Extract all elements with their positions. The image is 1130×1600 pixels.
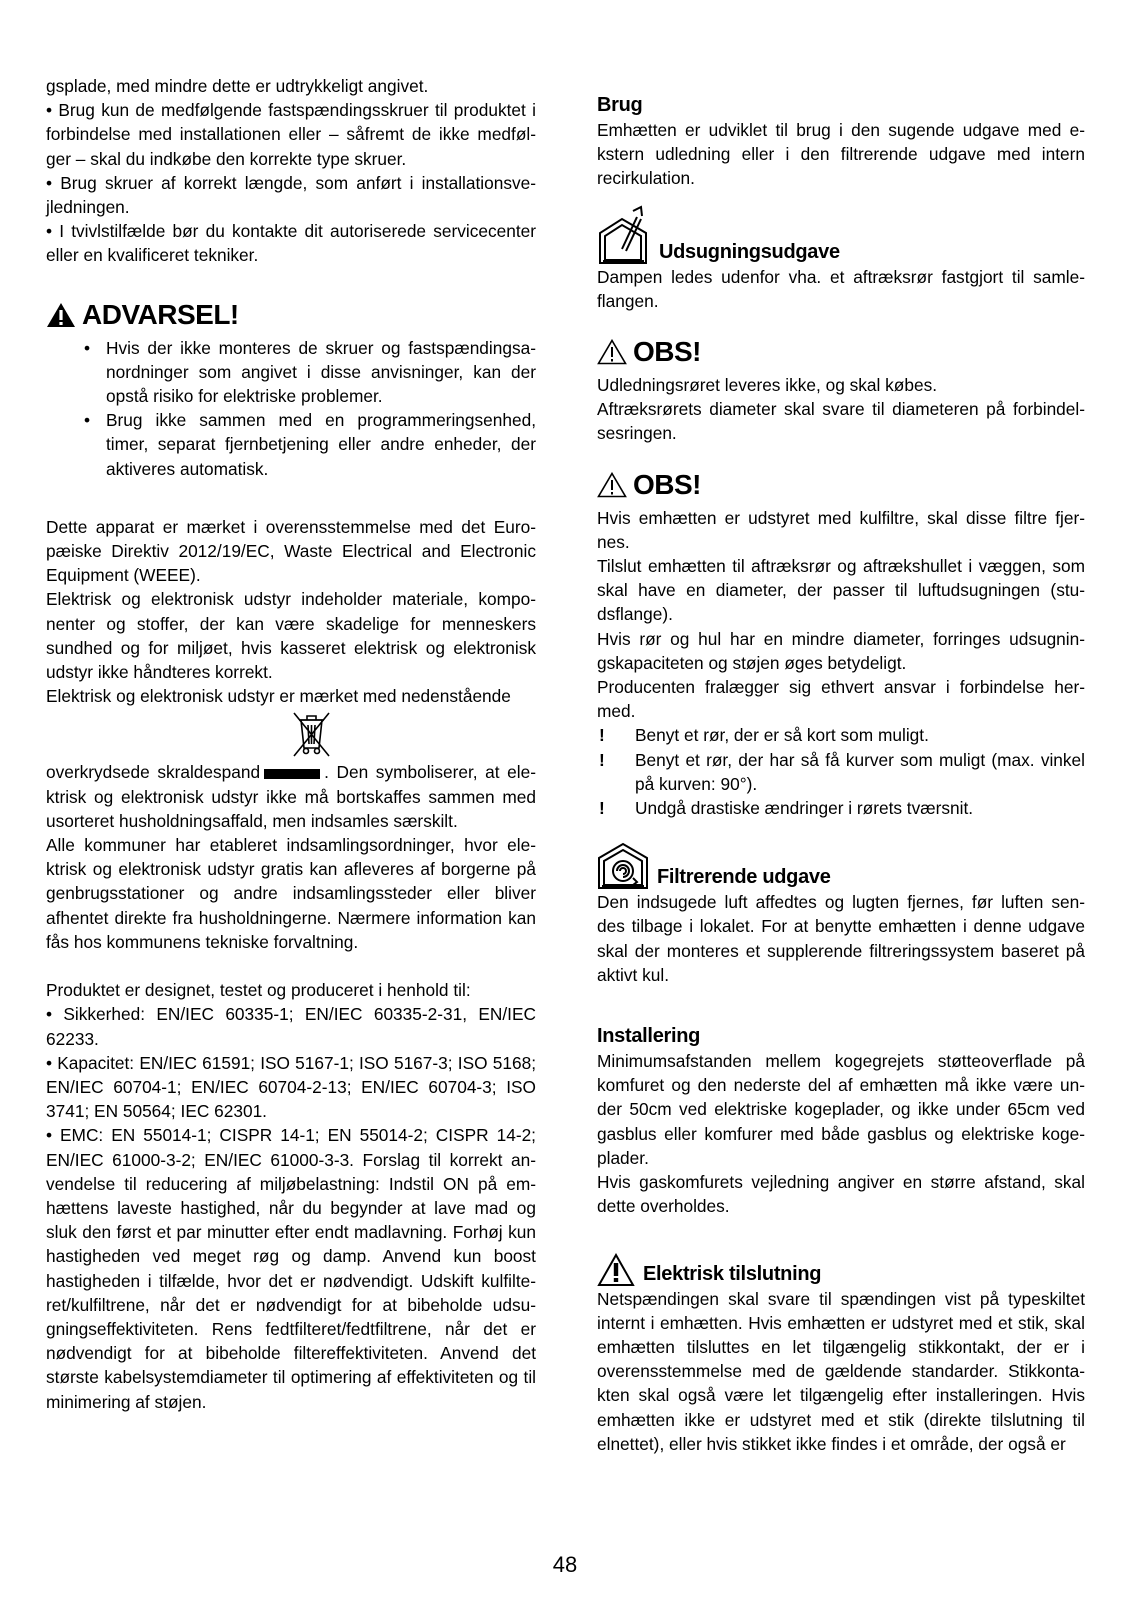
installering-text: Minimumsafstanden mellem kogegrejets støtteoverflade på komfuret og den nederste del af emhætten må ikke være un- der 50cm ved elektriske kogeplader, og ikke under 65cm ved gasblus eller komfurer med både gasblus og elektriske koge- plader. xyxy=(597,1051,1085,1168)
obs-text: Hvis emhætten er udstyret med kulfiltre, skal disse filtre fjer- nes. xyxy=(597,507,1085,552)
standards-paragraph: • EMC: EN 55014-1; CISPR 14-1; EN 55014-2; CISPR 14-2; EN/IEC 61000-3-2; EN/IEC 61000-3-3. Forslag til korrekt an- vendelse til reducering af miljøbelastning: Indstil ON på em- hættens laveste hastighed, når du begynder at lave mad og sluk den først et par minutter efter endt madlavning. Forhøj kun hastigheden ved meget røg og damp. Anvend kun boost hastigheden i tilfælde, hvor det er nødvendigt. Udskift kulfilte- ret/kulfiltrene, når det er nødvendigt for at bibeholde udsu- gningseffektiviteten. Rens fedtfilteret/fedtfiltrene, når det er nødvendigt for at bibeholde filtereffektiviteten. Anvend det største kabelsystemdiameter til optimering af effektiviteten og til minimering af støjen. xyxy=(46,1125,536,1412)
filtrerende-heading xyxy=(597,842,1085,890)
exclamation-triangle-icon xyxy=(597,1253,635,1287)
advarsel-title: ADVARSEL! xyxy=(82,298,239,330)
intro-paragraph: gsplade, med mindre dette er udtrykkeligt angivet. xyxy=(46,76,429,96)
weee-paragraph: Dette apparat er mærket i overensstemmelse med det Euro- pæiske Direktiv 2012/19/EC, Waste Electrical and Electronic Equipment (WEEE). xyxy=(46,516,536,586)
list-item: • Brug ikke sammen med en programmeringsenhed, timer, separat fjernbetjening eller andre enheder, der aktiveres automatisk. xyxy=(106,408,536,481)
intro-paragraph: • Brug skruer af korrekt længde, som anført i installationsve- jledningen. xyxy=(46,172,536,218)
obs-heading xyxy=(597,335,1085,369)
weee-paragraph: Elektrisk og elektronisk udstyr indeholder materiale, kompo- nenter og stoffer, der kan være skadelige for menneskers sundhed og for miljøet, hvis kasseret elektrisk og elektronisk udstyr ikke håndteres korrekt. xyxy=(46,589,536,683)
udsugning-title: Udsugningsudgave xyxy=(659,240,840,263)
udsugning-text: Dampen ledes udenfor vha. et aftræksrør fastgjort til samle- flangen. xyxy=(597,266,1085,311)
obs-text: Tilslut emhætten til aftræksrør og aftrækshullet i væggen, som skal have en diameter, der passer til luftudsugningen (stu- dsflange). xyxy=(597,556,1085,625)
warning-triangle-outline-icon xyxy=(597,339,627,365)
advarsel-list xyxy=(46,336,536,481)
advarsel-heading xyxy=(46,298,536,332)
elektrisk-title: Elektrisk tilslutning xyxy=(643,1262,822,1285)
tips-list xyxy=(597,723,1085,820)
intro-paragraph: • I tvivlstilfælde bør du kontakte dit autoriserede servicecenter eller en kvalificeret tekniker. xyxy=(46,221,536,266)
obs-text: Producenten fralægger sig ethvert ansvar i forbindelse her- med. xyxy=(597,677,1085,722)
obs-text: Udledningsrøret leveres ikke, og skal købes. xyxy=(597,375,938,396)
standards-paragraph: • Kapacitet: EN/IEC 61591; ISO 5167-1; ISO 5167-3; ISO 5168; EN/IEC 60704-1; EN/IEC 60704-2-13; EN/IEC 60704-3; ISO 3741; EN 50564; IEC 62301. xyxy=(46,1052,536,1122)
page-number: 48 xyxy=(552,1552,578,1577)
house-duct-outlet-icon xyxy=(597,205,651,265)
crossed-out-bin-icon xyxy=(289,708,333,758)
intro-paragraph: • Brug kun de medfølgende fastspændingsskruer til produktet i forbindelse med installationen eller – såfremt de ikke medføl- ger – skal du indkøbe den korrekte type skruer. xyxy=(46,100,536,169)
brug-text: Emhætten er udviklet til brug i den sugende udgave med e- kstern udledning eller i den filtrerende udgave med intern recirkulation. xyxy=(597,120,1085,189)
installering-heading: Installering xyxy=(597,1025,701,1048)
list-item: ! Benyt et rør, der har så få kurver som muligt (max. vinkel på kurven: 90°). xyxy=(635,748,1085,796)
obs-heading xyxy=(597,468,1085,502)
list-item: • Hvis der ikke monteres de skruer og fastspændingsa- nordninger som angivet i disse anvisninger, kan der opstå risiko for elektriske problemer. xyxy=(106,336,536,409)
weee-paragraph: Elektrisk og elektronisk udstyr er mærket med nedenstående xyxy=(46,686,511,707)
standards-paragraph: • Sikkerhed: EN/IEC 60335-1; EN/IEC 60335-2-31, EN/IEC 62233. xyxy=(46,1004,536,1049)
left-column xyxy=(46,74,536,1414)
elektrisk-heading xyxy=(597,1253,1085,1287)
filtrerende-title: Filtrerende udgave xyxy=(657,866,831,889)
obs-title: OBS! xyxy=(633,468,701,500)
udsugning-heading xyxy=(597,205,1085,265)
house-filter-recirculation-icon xyxy=(597,842,649,890)
weee-symbol-paragraph: overkrydsede skraldespand . Den symboliserer, at ele- ktrisk og elektronisk udstyr ikke må bortskaffes sammen med usorteret husholdningsaffald, men indsamles særskilt. xyxy=(46,762,536,831)
weee-collection-paragraph: Alle kommuner har etableret indsamlingsordninger, hvor ele- ktrisk og elektronisk udstyr gratis kan afleveres af borgerne på genbrugsstationer og andre indsamlingssteder eller bliver afhentet direkte fra husholdningerne. Nærmere information kan fås hos kommunens tekniske forvaltning. xyxy=(46,835,536,952)
weee-bar-symbol xyxy=(264,769,320,779)
warning-triangle-filled-icon xyxy=(46,302,76,328)
brug-heading: Brug xyxy=(597,94,643,116)
list-item: ! Undgå drastiske ændringer i rørets tværsnit. xyxy=(635,796,1085,820)
list-item: ! Benyt et rør, der er så kort som muligt. xyxy=(635,723,1085,747)
obs-title: OBS! xyxy=(633,336,701,368)
standards-paragraph: Produktet er designet, testet og produceret i henhold til: xyxy=(46,980,471,1001)
obs-text: Aftræksrørets diameter skal svare til diameteren på forbindel- sesringen. xyxy=(597,399,1085,444)
right-column xyxy=(597,92,1085,1456)
installering-text: Hvis gaskomfurets vejledning angiver en større afstand, skal dette overholdes. xyxy=(597,1172,1085,1217)
weee-symbol xyxy=(46,708,536,760)
filtrerende-text: Den indsugede luft affedtes og lugten fjernes, før luften sen- des tilbage i lokalet. For at benytte emhætten i denne udgave skal der monteres et supplerende filtreringssystem baseret på aktivt kul. xyxy=(597,892,1085,985)
obs-text: Hvis rør og hul har en mindre diameter, forringes udsugnin- gskapaciteten og støjen øges betydeligt. xyxy=(597,628,1085,673)
warning-triangle-outline-icon xyxy=(597,472,627,498)
elektrisk-text: Netspændingen skal svare til spændingen vist på typeskiltet internt i emhætten. Hvis emhætten er udstyret med et stik, skal emhætten tilsluttes en let tilgængelig stikkontakt, der er i overensstemmelse med de gældende standarder. Stikkonta- kten skal også være let tilgængelig efter installeringen. Hvis emhætten ikke er udstyret med et stik (direkte tilslutning til elnettet), eller hvis stikket ikke findes i et område, der også er xyxy=(597,1288,1085,1454)
